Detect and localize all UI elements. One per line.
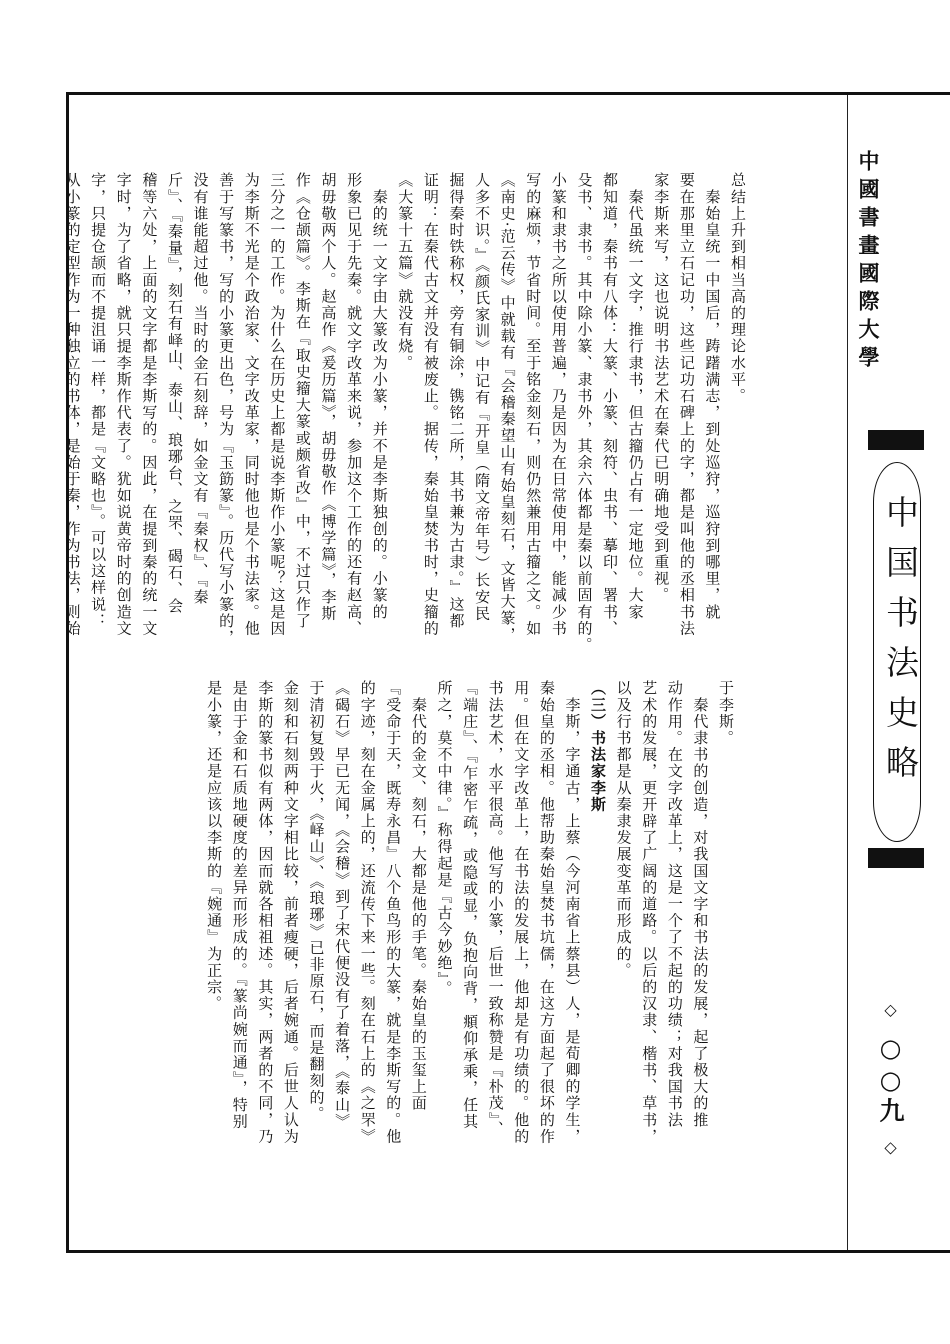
- text-line: 总结上升到相当高的理论水平。: [729, 172, 747, 405]
- text-line: 是小篆，还是应该以李斯的『婉通』为正宗。: [205, 680, 224, 1012]
- section-heading: （三）书法家李斯: [589, 680, 608, 813]
- text-line: 秦代虽统一文字，推行隶书，但古籀仍占有一定地位。大家: [626, 172, 645, 621]
- page-number-ornament-top: ◇: [881, 1000, 900, 1022]
- text-line: 秦始皇统一中国后，踌躇满志，到处巡狩，巡狩到哪里，就: [703, 172, 722, 621]
- text-line: 形象已见于先秦。就文字改革来说，参加这个工作的还有赵高、: [345, 172, 364, 637]
- book-title: 中国书法史略: [881, 495, 920, 795]
- text-line: 所之，莫不中律。』称得起是『古今妙绝』。: [435, 680, 454, 997]
- text-line: 善于写篆书，写的小篆更出色，号为『玉筯篆』。历代写小篆的，: [217, 172, 236, 646]
- text-line: 胡毋敬两个人。赵高作《爰历篇》，胡毋敬作《博学篇》，李斯: [319, 172, 338, 622]
- text-line: 金刻和石刻两种文字相比较，前者瘦硬，后者婉通。后世人认为: [281, 680, 300, 1145]
- title-bar-bottom: [868, 848, 924, 868]
- text-line: 『端庄』、『乍密乍疏，或隐或显，负抱向背，頫仰承乘，任其: [461, 680, 480, 1130]
- page-number: ○○九: [876, 1033, 905, 1126]
- text-line: 秦代隶书的创造，对我国文字和书法的发展，起了极大的推: [691, 680, 710, 1129]
- text-line: 三分之一的工作。为什么在历史上都是说李斯作小篆呢？这是因: [268, 172, 287, 637]
- text-line: 要在那里立石记功，这些记功石碑上的字，都是叫他的丞相书法: [677, 172, 696, 637]
- text-line: 秦始皇的丞相。他帮助秦始皇焚书坑儒，在这方面起了很坏的作: [537, 680, 556, 1145]
- text-line: 的字迹，刻在金属上的，还流传下来一些。刻在石上的《之罘》: [358, 680, 377, 1145]
- text-line: 人多不识。』《颜氏家训》中记有『开皇（隋文帝年号）长安民: [473, 172, 492, 622]
- text-line: 书法艺术，水平很高。他写的小篆，后世一致称赞是『朴茂』、: [486, 680, 505, 1138]
- text-line: 作《仓颉篇》。李斯在『取史籀大篆或颇省改』中，不过只作了: [293, 172, 312, 630]
- text-line: 《南史·范云传》中就载有『会稽秦望山有始皇刻石，文皆大篆，: [498, 172, 517, 644]
- title-bar-top: [868, 430, 924, 450]
- text-line: 李斯，字通古，上蔡（今河南省上蔡县）人，是荀卿的学生，: [563, 680, 582, 1145]
- text-line: 用。但在文字改革上，在书法的发展上，他却是有功绩的。他的: [512, 680, 531, 1145]
- university-name: 中國書畫國際大學: [856, 150, 880, 374]
- text-line: 家李斯来写，这也说明书法艺术在秦代已明确地受到重视。: [652, 172, 671, 604]
- text-line: 小篆和隶书之所以使用普遍，乃是因为在日常使用中，能减少书: [549, 172, 568, 637]
- text-line: 稽等六处，上面的文字都是李斯写的。因此，在提到秦的统一文: [140, 172, 159, 637]
- text-line: 掘得秦时铁称权，旁有铜涂，镌铭二所，其书兼为古隶。』这都: [447, 172, 466, 630]
- text-line: 证明：在秦代古文并没有被废止。据传，秦始皇焚书时，史籀的: [421, 172, 440, 637]
- text-line: 都知道，秦书有八体：大篆、小篆、刻符、虫书、摹印、署书、: [601, 172, 620, 637]
- lower-text-block: [201, 680, 738, 1170]
- text-line: 艺术的发展，更开辟了广阔的道路。以后的汉隶、楷书、草书，: [640, 680, 659, 1145]
- text-line: 从小篆的定型作为一种独立的书体，是始于秦，作为书法，则始: [63, 172, 82, 637]
- upper-text-block: [59, 172, 750, 677]
- text-line: 动作用。在文字改革上，这是一个了不起的功绩；对我国书法: [665, 680, 684, 1129]
- text-line: 『受命于天，既寿永昌』八个鱼鸟形的大篆，就是李斯写的。他: [384, 680, 403, 1145]
- text-line: 于李斯。: [717, 680, 735, 747]
- text-line: 李斯的篆书似有两体，因而就各相祖述。其实，两者的不同，乃: [256, 680, 275, 1145]
- text-line: 以及行书都是从秦隶发展变革而形成的。: [614, 680, 633, 979]
- text-line: 字，只提仓颉而不提沮诵一样，都是『文略也』。可以这样说：: [89, 172, 108, 630]
- text-line: 《大篆十五篇》就没有烧。: [396, 172, 415, 372]
- text-line: 殳书、隶书。其中除小篆、隶书外，其余六体都是秦以前固有的。: [575, 172, 594, 654]
- text-line: 为李斯不光是个政治家、文字改革家，同时他也是个书法家。他: [242, 172, 261, 637]
- text-line: 写的麻烦，节省时间。至于铭金刻石，则仍然兼用古籀之文。如: [524, 172, 543, 637]
- page-number-ornament-bottom: ◇: [881, 1137, 900, 1160]
- text-line: 是由于金和石质地硬度的差异而形成的。『篆尚婉而通』，特别: [230, 680, 249, 1130]
- text-line: 《碣石》早已无闻，《会稽》到了宋代便没有了着落，《泰山》: [333, 680, 352, 1130]
- page-number-block: [872, 1000, 908, 1159]
- text-line: 秦的统一文字由大篆改为小篆，并不是李斯独创的。小篆的: [370, 172, 389, 621]
- text-line: 没有谁能超过他。当时的金石刻辞，如金文有『秦权』、『秦: [191, 172, 210, 606]
- text-line: 秦代的金文、刻石，大都是他的手笔。秦始皇的玉玺上面: [409, 680, 428, 1112]
- text-line: 斤』、『秦量』，刻石有峄山、泰山、琅琊台、之罘、碣石、会: [165, 172, 184, 615]
- text-line: 字时，为了省略，就只提李斯作代表了。犹如说黄帝时的创造文: [114, 172, 133, 637]
- text-line: 于清初复毁于火，《峄山》、《琅琊》已非原石，而是翻刻的。: [307, 680, 326, 1123]
